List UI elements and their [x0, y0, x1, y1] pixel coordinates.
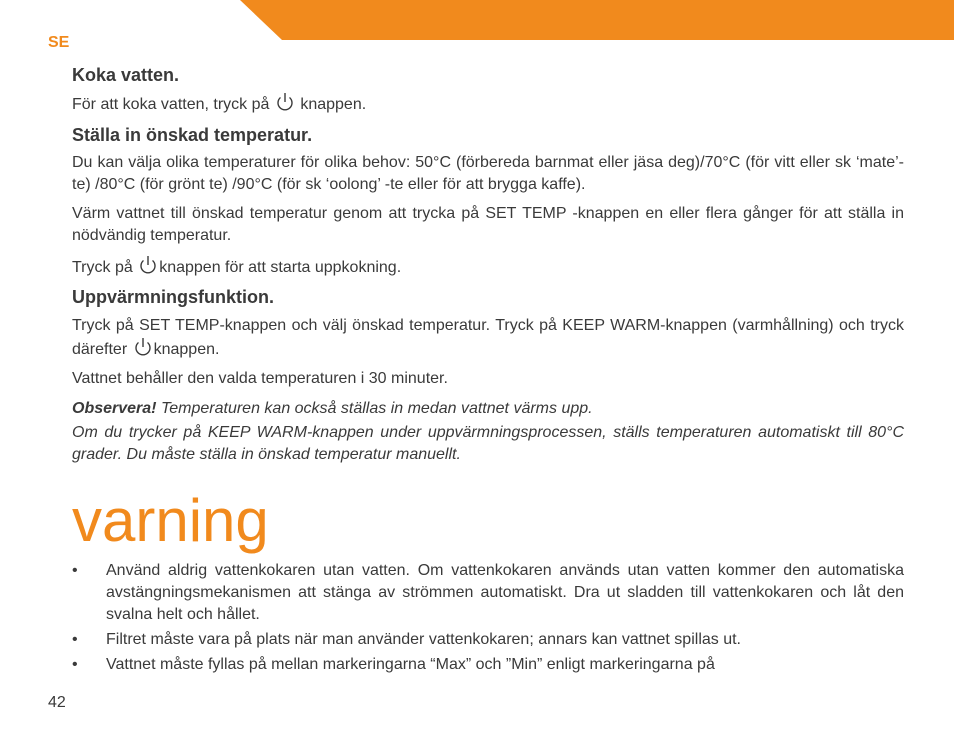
section-heading-temperature: Ställa in önskad temperatur.	[72, 125, 313, 145]
section-heading-boil: Koka vatten.	[72, 65, 180, 85]
keep-warm-paragraph-2: Vattnet behåller den valda temperaturen i 30 minuter.	[72, 370, 448, 387]
note-paragraph-2: Om du trycker på KEEP WARM-knappen under uppvärmningsprocessen, ställs temperaturen automatiskt till 80°C grader. Du måste ställa in önskad temperatur manuellt.	[72, 424, 904, 463]
power-icon	[134, 337, 152, 357]
list-item: • Använd aldrig vattenkokaren utan vatten. Om vattenkokaren används utan vatten kommer den automatiska avstängningsmekanismen att stänga av strömmen automatiskt. Dra ut sladden till vattenkokaren och låt den svalna helt och hållet.	[72, 562, 904, 623]
header-banner	[0, 0, 954, 40]
instructions-content	[72, 64, 904, 466]
temperature-paragraph-3: Tryck på knappen för att starta uppkokning.	[72, 255, 904, 279]
note-text: Temperaturen kan också ställas in medan vattnet värms upp.	[156, 400, 593, 417]
power-icon	[139, 255, 157, 275]
list-item: • Filtret måste vara på plats när man använder vattenkokaren; annars kan vattnet spillas ut.	[72, 631, 741, 648]
page-number: 42	[48, 694, 66, 711]
keep-warm-paragraph-1: Tryck på SET TEMP-knappen och välj önskad temperatur. Tryck på KEEP WARM-knappen (varmhållning) och tryck därefter knappen.	[72, 317, 904, 358]
note-paragraph	[72, 398, 904, 420]
power-icon	[276, 92, 294, 112]
boil-paragraph: För att koka vatten, tryck på knappen.	[72, 92, 904, 116]
list-item: • Vattnet måste fyllas på mellan markeringarna “Max” och ”Min” enligt markeringarna på	[72, 656, 715, 673]
warning-list	[72, 560, 904, 679]
temperature-paragraph-1: Du kan välja olika temperaturer för olika behov: 50°C (förbereda barnmat eller jäsa deg)/70°C (för vitt eller sk ‘mate’-te) /80°C (för grönt te) /90°C (för sk ‘oolong’ -te eller för att brygga kaffe).	[72, 154, 904, 193]
warning-heading: varning	[72, 487, 269, 554]
note-title: Observera!	[72, 400, 157, 417]
temperature-paragraph-2: Värm vattnet till önskad temperatur genom att trycka på SET TEMP -knappen en eller flera gånger för att ställa in nödvändig temperatur.	[72, 205, 904, 244]
language-code: SE	[48, 34, 70, 51]
section-heading-keep-warm: Uppvärmningsfunktion.	[72, 287, 274, 307]
